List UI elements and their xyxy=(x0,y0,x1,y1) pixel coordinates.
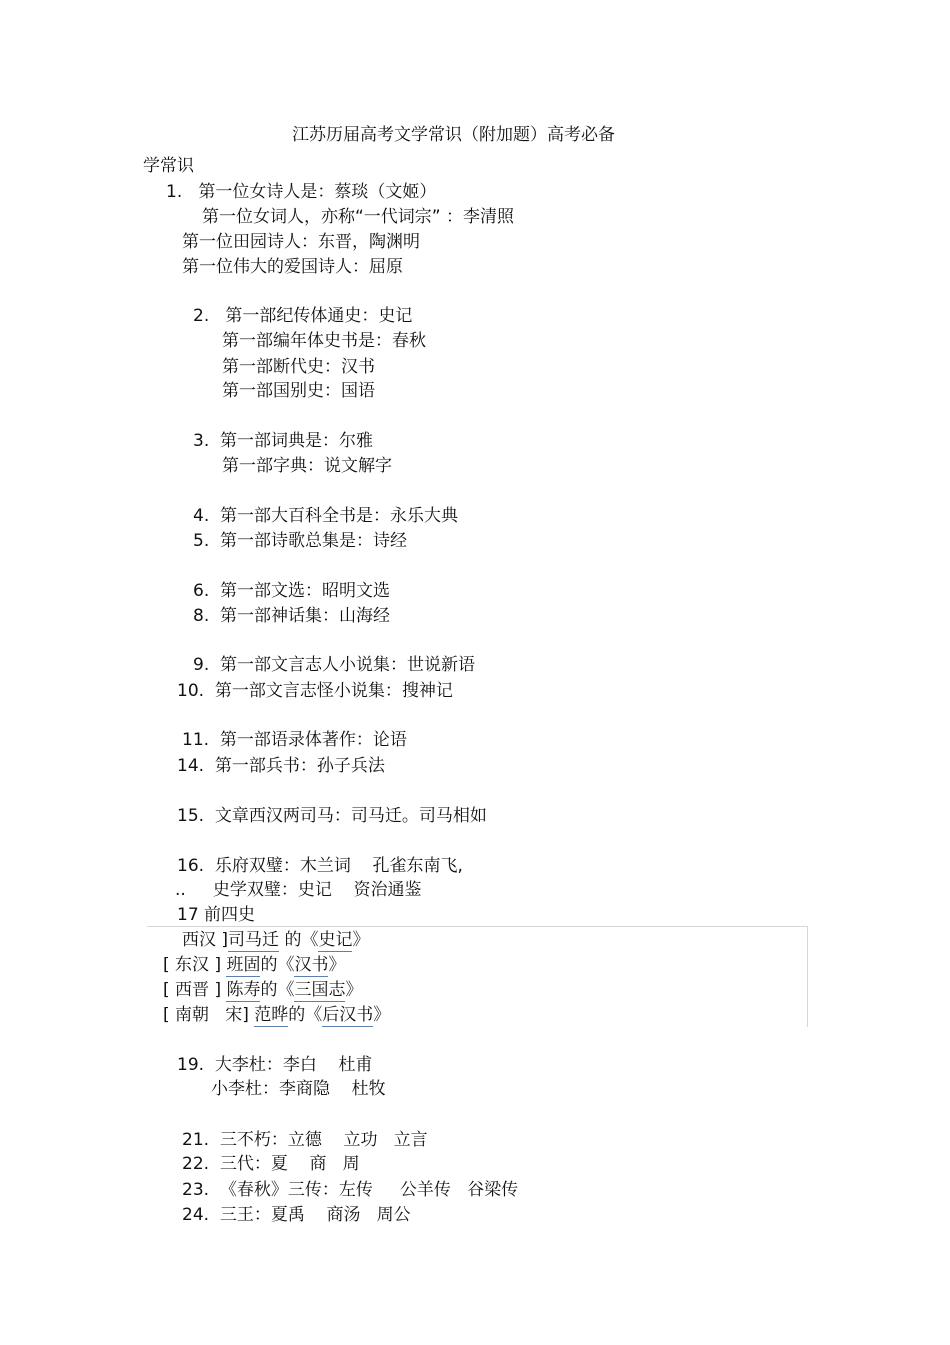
item-21: 21. 三不朽：立德 立功 立言 xyxy=(182,1130,428,1150)
item-23: 23. 《春秋》三传：左传 公羊传 谷梁传 xyxy=(182,1180,519,1200)
item-2: 2. 第一部纪传体通史：史记 xyxy=(193,306,413,326)
item-1: 1. 第一位女诗人是：蔡琰（文姬） xyxy=(166,182,437,202)
history-book: 三国志 xyxy=(294,980,346,1000)
item-15: 15. 文章西汉两司马：司马迁。司马相如 xyxy=(177,806,487,826)
page-title: 江苏历届高考文学常识（附加题）高考必备 xyxy=(292,125,615,145)
history-row xyxy=(182,929,369,951)
history-author: 范晔 xyxy=(254,1005,289,1025)
item-17: 17 前四史 xyxy=(177,905,256,925)
item-11: 11. 第一部语录体著作：论语 xyxy=(182,730,407,750)
history-connector: 的《 xyxy=(279,930,319,950)
history-dynasty: [ 南朝 宋] xyxy=(163,1005,255,1025)
item-2-line-3: 第一部断代史：汉书 xyxy=(222,357,375,377)
item-19: 19. 大李杜：李白 杜甫 xyxy=(177,1055,373,1075)
item-1-line-4: 第一位伟大的爱国诗人：屈原 xyxy=(182,257,403,277)
history-close: 》 xyxy=(345,980,363,1000)
item-3-line-2: 第一部字典：说文解字 xyxy=(222,456,392,476)
history-close: 》 xyxy=(352,930,370,950)
item-6: 6. 第一部文选：昭明文选 xyxy=(193,581,391,601)
item-10: 10. 第一部文言志怪小说集：搜神记 xyxy=(177,681,453,701)
history-dynasty: [ 西晋 ] xyxy=(163,980,227,1000)
item-9: 9. 第一部文言志人小说集：世说新语 xyxy=(193,655,476,675)
item-4: 4. 第一部大百科全书是：永乐大典 xyxy=(193,506,459,526)
history-book: 史记 xyxy=(318,930,353,950)
item-24: 24. 三王：夏禹 商汤 周公 xyxy=(182,1205,411,1225)
item-16-line-2: .. 史学双璧：史记 资治通鉴 xyxy=(175,880,422,900)
history-connector: 的《 xyxy=(260,955,295,975)
item-22: 22. 三代：夏 商 周 xyxy=(182,1154,360,1174)
history-connector: 的《 xyxy=(260,980,295,1000)
history-close: 》 xyxy=(373,1005,391,1025)
section-heading: 学常识 xyxy=(143,156,194,176)
history-book: 汉书 xyxy=(294,955,329,975)
history-dynasty: 西汉 ] xyxy=(182,930,229,950)
history-connector: 的《 xyxy=(288,1005,323,1025)
item-14: 14. 第一部兵书：孙子兵法 xyxy=(177,756,385,776)
item-1-line-3: 第一位田园诗人：东晋，陶渊明 xyxy=(182,232,420,252)
history-row xyxy=(163,1004,390,1026)
item-8: 8. 第一部神话集：山海经 xyxy=(193,606,391,626)
item-1-line-2: 第一位女词人，亦称“一代词宗” ：李清照 xyxy=(202,207,515,227)
item-2-line-4: 第一部国别史：国语 xyxy=(222,381,375,401)
item-2-line-2: 第一部编年体史书是：春秋 xyxy=(222,331,426,351)
item-16: 16. 乐府双璧：木兰词 孔雀东南飞, xyxy=(177,856,463,876)
history-author: 班固 xyxy=(226,955,261,975)
history-book: 后汉书 xyxy=(322,1005,374,1025)
history-row xyxy=(163,954,345,976)
history-close: 》 xyxy=(328,955,346,975)
history-author: 陈寿 xyxy=(226,980,261,1000)
item-3: 3. 第一部词典是：尔雅 xyxy=(193,431,374,451)
item-19-line-2: 小李杜：李商隐 杜牧 xyxy=(211,1079,386,1099)
item-5: 5. 第一部诗歌总集是：诗经 xyxy=(193,531,408,551)
history-dynasty: [ 东汉 ] xyxy=(163,955,227,975)
history-row xyxy=(163,979,362,1001)
history-author: 司马迁 xyxy=(228,930,280,950)
